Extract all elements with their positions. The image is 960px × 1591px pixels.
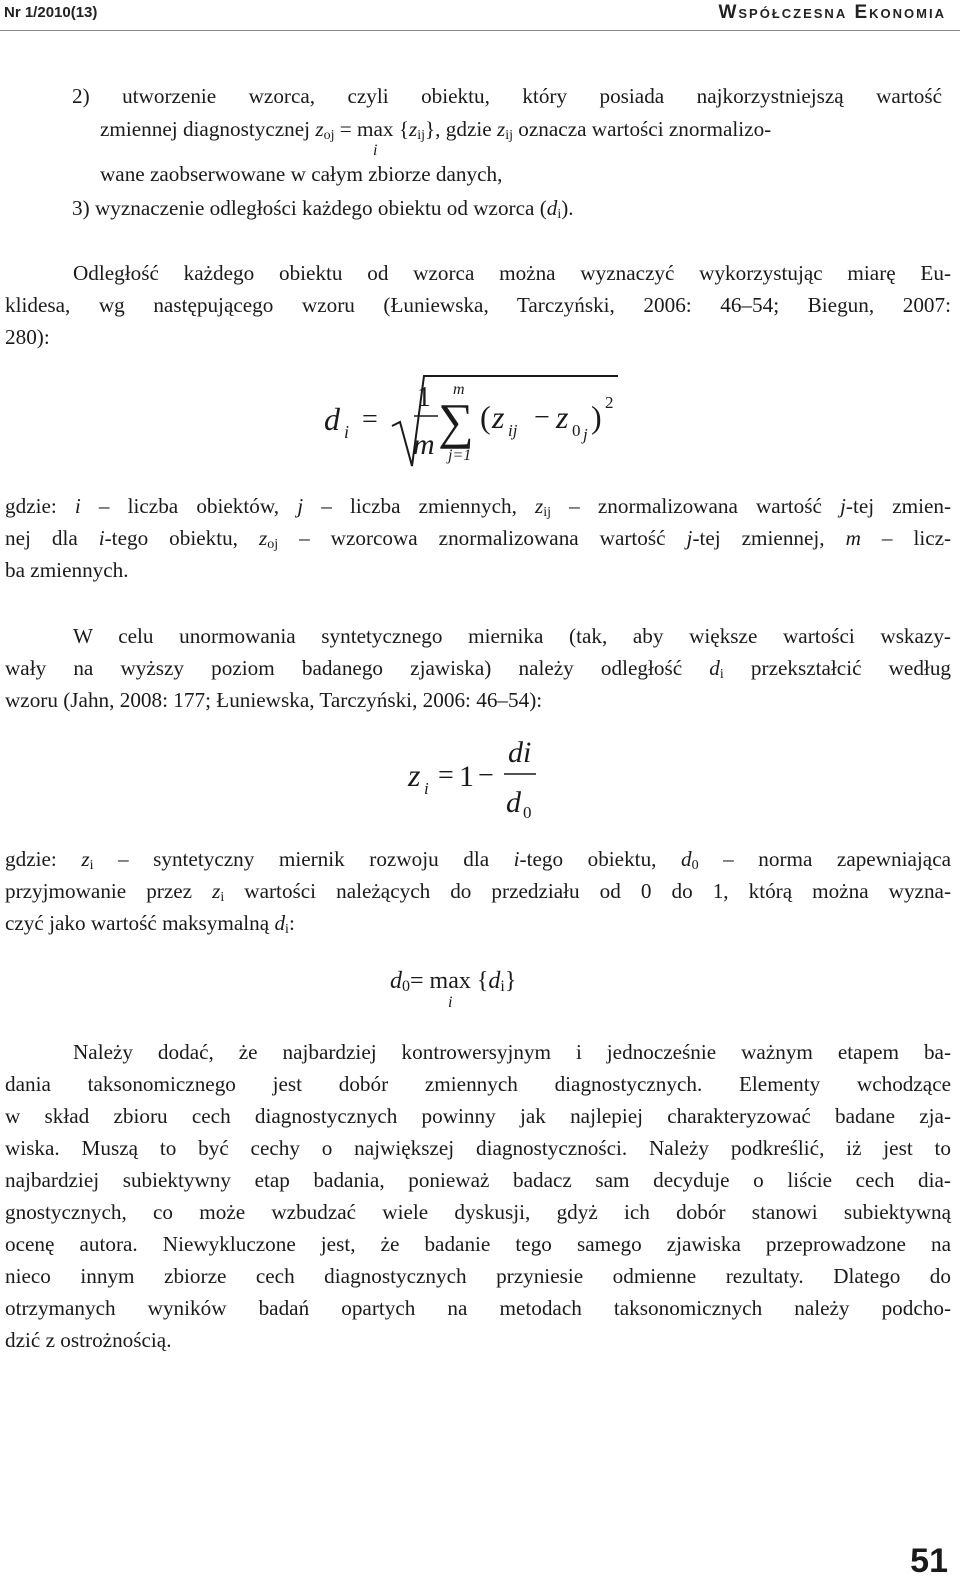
formula-synthetic-measure (400, 732, 560, 822)
subscript: ij (505, 128, 513, 143)
list-item-2-text: utworzenie wzorca, czyli obiektu, który posiada najkorzystniejszą wartość (122, 84, 942, 108)
variable-z: z (408, 117, 418, 141)
list-item-2-line-2 (100, 113, 772, 159)
formula-exponent: 2 (605, 393, 614, 412)
variable-d: d (390, 968, 402, 994)
subscript: i (500, 978, 505, 995)
text-fragment: wartości należących do przedziału od 0 do 1, którą można wyzna- (244, 879, 952, 903)
variable-i: i (98, 526, 105, 550)
text-fragment: czyć jako wartość maksymalną (5, 911, 270, 935)
paragraph-line: Należy dodać, że najbardziej kontrowersyjnym i jednocześnie ważnym etapem ba- (73, 1040, 951, 1064)
text-fragment: -tego obiektu, (104, 526, 238, 550)
text-fragment: – syntetyczny miernik rozwoju dla (117, 847, 490, 871)
variable-m: m (845, 526, 861, 550)
text-fragment: : (288, 911, 295, 935)
variable-z: z (492, 399, 505, 435)
text-fragment: gdzie: (5, 494, 57, 518)
subscript: 0 (691, 858, 699, 873)
text-fragment: – znormalizowana wartość (569, 494, 822, 518)
formula-one: 1 (459, 760, 474, 793)
formula-subscript: j (583, 425, 588, 444)
text-fragment: -tego obiektu, (519, 847, 657, 871)
paragraph-line: klidesa, wg następującego wzoru (Łuniewska, Tarczyński, 2006: 46–54; Biegun, 2007: (5, 293, 951, 317)
max-label: max (429, 968, 471, 994)
paragraph-line: najbardziej subiektywny etap badania, ponieważ badacz sam decyduje o liście cech dia- (5, 1168, 951, 1192)
paragraph-line: nieco innym zbiorze cech diagnostycznych przyniesie odmienne rezultaty. Dlatego do (5, 1264, 951, 1288)
journal-title: Współczesna Ekonomia (718, 2, 946, 23)
formula-subscript: ij (508, 421, 518, 440)
paragraph-line: W celu unormowania syntetycznego miernika (tak, aby większe wartości wskazy- (73, 624, 951, 648)
fraction-denominator: m (413, 428, 435, 461)
fraction-numerator: 1 (417, 382, 431, 413)
header-rule (0, 30, 960, 31)
issue-number: Nr 1/2010(13) (4, 4, 98, 21)
paragraph-line: ba zmiennych. (5, 558, 129, 582)
text-fragment: – liczba obiektów, (98, 494, 280, 518)
fraction-numerator: di (508, 736, 532, 769)
brace-open: { (476, 968, 489, 994)
brace-close: } (504, 968, 517, 994)
paragraph-normalization (5, 620, 951, 716)
formula-subscript: i (344, 422, 350, 442)
text-fragment: przekształcić według (750, 656, 952, 680)
max-index: i (447, 994, 453, 1011)
variable-j: j (297, 494, 304, 518)
paragraph-formula1-legend (5, 490, 951, 586)
variable-z: z (81, 847, 90, 871)
paragraph-line: Odległość każdego obiektu od wzorca można wyznaczyć wykorzystując miarę Eu- (73, 261, 951, 285)
paragraph-variable-selection (5, 1036, 951, 1356)
list-item-2-number: 2) (72, 84, 90, 108)
paragraph-line: ocenę autora. Niewykluczone jest, że badanie tego samego zjawiska przeprowadzone na (5, 1232, 951, 1256)
formula-equals: = (438, 760, 454, 791)
sum-lower-limit: j=1 (448, 447, 472, 464)
subscript: i (220, 890, 225, 905)
text-fragment: gdzie: (5, 847, 57, 871)
list-item-2-line-1 (72, 80, 942, 112)
paragraph-line: dzić z ostrożnością. (5, 1328, 172, 1352)
paragraph-line (5, 843, 951, 875)
max-label: max (357, 117, 394, 141)
paragraph-line: wiska. Muszą to być cechy o największej diagnostyczności. Należy podkreślić, iż jest to (5, 1136, 951, 1160)
text-fragment: oznacza wartości znormalizo- (518, 117, 772, 141)
paragraph-euclidean-intro (5, 257, 951, 353)
text-fragment: zmiennej diagnostycznej (100, 117, 311, 141)
subscript: ij (417, 128, 426, 143)
summation-symbol: ∑ (438, 393, 474, 449)
variable-d: d (546, 196, 558, 220)
variable-j: j (840, 494, 846, 518)
page-number: 51 (910, 1542, 948, 1580)
formula-euclidean-distance (320, 368, 630, 478)
max-operator (357, 113, 394, 159)
subscript: ij (543, 505, 552, 520)
formula-equals: = (410, 968, 424, 994)
variable-d: d (274, 911, 286, 935)
sum-upper-limit: m (453, 381, 465, 398)
max-index: i (373, 142, 378, 159)
paragraph-line (5, 652, 951, 684)
paragraph-line: gnostycznych, co może wzbudzać wiele dyskusji, gdyż ich dobór stanowi subiektywną (5, 1200, 951, 1224)
text-fragment: ). (561, 196, 574, 220)
list-item-3-text: wyznaczenie odległości każdego obiektu od wzorca ( (94, 196, 547, 220)
paragraph-line: 280): (5, 325, 50, 349)
fraction-denominator: d (506, 786, 521, 819)
paragraph-line: otrzymanych wyników badań opartych na metodach taksonomicznych należy podcho- (5, 1296, 951, 1320)
list-item-2-line-3: wane zaobserwowane w całym zbiorze danych, (100, 162, 503, 186)
formula-equals: = (362, 404, 378, 435)
paragraph-line (5, 522, 951, 554)
subscript: i (285, 922, 289, 937)
variable-z: z (535, 494, 544, 518)
subscript: oj (267, 537, 279, 552)
text-fragment: przyjmowanie przez (5, 879, 193, 903)
equals-sign: = (339, 117, 352, 141)
subscript: oj (323, 128, 335, 143)
subscript: i (557, 207, 562, 222)
text-fragment: gdzie (445, 117, 492, 141)
variable-i: i (74, 494, 81, 518)
variable-j: j (686, 526, 693, 550)
paragraph-line: wzoru (Jahn, 2008: 177; Łuniewska, Tarczyński, 2006: 46–54): (5, 688, 543, 712)
subscript: i (89, 858, 94, 873)
formula-lhs: z (408, 757, 421, 793)
variable-z: z (315, 117, 324, 141)
text-fragment: – licz- (881, 526, 952, 550)
paragraph-line (5, 875, 951, 907)
text-fragment: – liczba zmiennych, (321, 494, 517, 518)
list-item-3-number: 3) (72, 196, 90, 220)
text-fragment: – wzorcowa znormalizowana wartość (299, 526, 666, 550)
variable-d: d (709, 656, 720, 680)
text-fragment: -tej zmiennej, (692, 526, 825, 550)
formula-subscript: 0 (523, 803, 532, 822)
text-fragment: nej dla (5, 526, 78, 550)
variable-z: z (556, 399, 569, 435)
formula-minus: − (478, 760, 494, 791)
max-operator (429, 968, 471, 1011)
list-item-3 (72, 192, 574, 224)
brace-open: { (398, 117, 409, 141)
variable-d: d (681, 847, 692, 871)
paren-close: ) (591, 399, 602, 435)
brace-close: }, (425, 117, 441, 141)
text-fragment: -tej zmien- (845, 494, 952, 518)
variable-z: z (258, 526, 268, 550)
paragraph-line (5, 490, 951, 522)
paragraph-formula2-legend (5, 843, 951, 939)
formula-subscript: i (424, 779, 429, 798)
variable-i: i (513, 847, 520, 871)
formula-subscript: 0 (572, 421, 581, 440)
variable-z: z (496, 117, 506, 141)
subscript: 0 (402, 978, 410, 995)
subscript: i (719, 667, 724, 682)
running-header (0, 0, 960, 30)
paragraph-line: w skład zbioru cech diagnostycznych powinny jak najlepiej charakteryzować badane zja- (5, 1104, 951, 1128)
paragraph-line (5, 907, 951, 939)
variable-d: d (488, 968, 501, 994)
variable-z: z (212, 879, 221, 903)
paragraph-line: dania taksonomicznego jest dobór zmiennych diagnostycznych. Elementy wchodzące (5, 1072, 951, 1096)
text-fragment: – norma zapewniająca (723, 847, 951, 871)
paren-open: ( (480, 399, 491, 435)
formula-lhs: d (324, 401, 340, 437)
formula-max-distance (390, 968, 517, 1011)
formula-minus: − (534, 402, 550, 433)
text-fragment: wały na wyższy poziom badanego zjawiska) należy odległość (5, 656, 683, 680)
